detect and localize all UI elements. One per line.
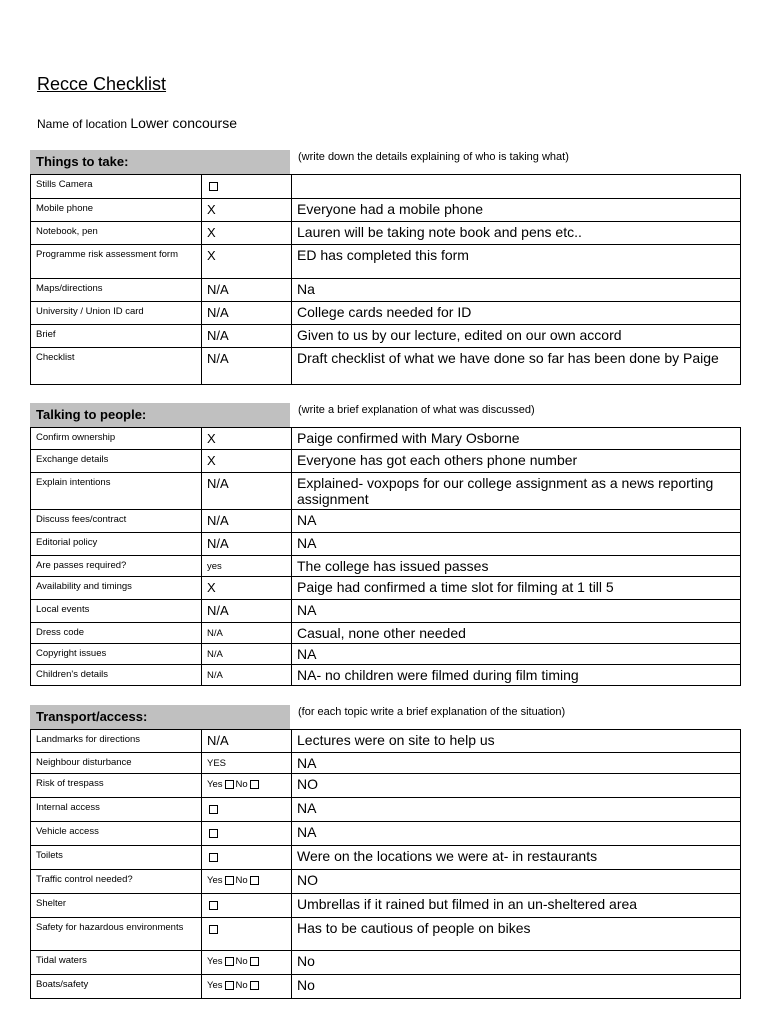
- section-title: Talking to people:: [30, 403, 290, 427]
- location-line: [37, 115, 237, 131]
- mark-cell: [202, 846, 292, 870]
- item-label: Boats/safety: [31, 975, 202, 999]
- detail-cell: Lectures were on site to help us: [292, 730, 741, 753]
- checkbox-icon[interactable]: [225, 876, 234, 885]
- checkbox-icon[interactable]: [209, 182, 218, 191]
- detail-cell: The college has issued passes: [292, 556, 741, 577]
- item-label: Internal access: [31, 798, 202, 822]
- checkbox-icon[interactable]: [225, 957, 234, 966]
- section-note: (for each topic write a brief explanation of the situation): [298, 706, 566, 718]
- checkbox-icon[interactable]: [225, 780, 234, 789]
- table-row: [31, 730, 741, 753]
- mark-cell: N/A: [202, 600, 292, 623]
- detail-cell: Paige had confirmed a time slot for filming at 1 till 5: [292, 577, 741, 600]
- mark-cell: [202, 175, 292, 199]
- table-row: [31, 199, 741, 222]
- detail-cell: ED has completed this form: [292, 245, 741, 279]
- yes-no-cell: [202, 774, 292, 798]
- item-label: Availability and timings: [31, 577, 202, 600]
- item-label: Explain intentions: [31, 473, 202, 510]
- checkbox-icon[interactable]: [209, 829, 218, 838]
- yes-label: Yes: [207, 956, 223, 967]
- mark-cell: X: [202, 577, 292, 600]
- item-label: Discuss fees/contract: [31, 510, 202, 533]
- table-row: [31, 644, 741, 665]
- table-row: [31, 245, 741, 279]
- detail-cell: Umbrellas if it rained but filmed in an un-sheltered area: [292, 894, 741, 918]
- table-row: [31, 533, 741, 556]
- checkbox-icon[interactable]: [250, 957, 259, 966]
- detail-cell: Na: [292, 279, 741, 302]
- detail-cell: Everyone has got each others phone number: [292, 450, 741, 473]
- checkbox-icon[interactable]: [250, 981, 259, 990]
- mark-cell: N/A: [202, 279, 292, 302]
- section-title: Things to take:: [30, 150, 290, 174]
- mark-cell: [202, 798, 292, 822]
- yes-no-cell: [202, 870, 292, 894]
- mark-cell: X: [202, 428, 292, 450]
- detail-cell: Paige confirmed with Mary Osborne: [292, 428, 741, 450]
- talking-table: [30, 427, 741, 686]
- table-row: [31, 753, 741, 774]
- table-row: [31, 846, 741, 870]
- table-row: [31, 623, 741, 644]
- item-label: Brief: [31, 325, 202, 348]
- yes-label: Yes: [207, 779, 223, 790]
- detail-cell: Given to us by our lecture, edited on our own accord: [292, 325, 741, 348]
- item-label: Neighbour disturbance: [31, 753, 202, 774]
- item-label: Toilets: [31, 846, 202, 870]
- item-label: Checklist: [31, 348, 202, 385]
- detail-cell: Has to be cautious of people on bikes: [292, 918, 741, 951]
- detail-cell: Everyone had a mobile phone: [292, 199, 741, 222]
- detail-cell: NO: [292, 870, 741, 894]
- item-label: Stills Camera: [31, 175, 202, 199]
- table-row: [31, 665, 741, 686]
- item-label: Risk of trespass: [31, 774, 202, 798]
- detail-cell: Casual, none other needed: [292, 623, 741, 644]
- mark-cell: X: [202, 245, 292, 279]
- table-row: [31, 279, 741, 302]
- item-label: Confirm ownership: [31, 428, 202, 450]
- detail-cell: NA: [292, 822, 741, 846]
- checkbox-icon[interactable]: [225, 981, 234, 990]
- table-row: [31, 302, 741, 325]
- table-row: [31, 894, 741, 918]
- detail-cell: No: [292, 951, 741, 975]
- no-label: No: [235, 875, 248, 886]
- table-row: [31, 175, 741, 199]
- detail-cell: Explained- voxpops for our college assignment as a news reporting assignment: [292, 473, 741, 510]
- section-title: Transport/access:: [30, 705, 290, 729]
- mark-cell: N/A: [202, 510, 292, 533]
- mark-cell: N/A: [202, 644, 292, 665]
- checkbox-icon[interactable]: [250, 876, 259, 885]
- detail-cell: NA: [292, 644, 741, 665]
- mark-cell: X: [202, 199, 292, 222]
- mark-cell: N/A: [202, 348, 292, 385]
- yes-label: Yes: [207, 980, 223, 991]
- no-label: No: [235, 980, 248, 991]
- item-label: Maps/directions: [31, 279, 202, 302]
- item-label: Shelter: [31, 894, 202, 918]
- table-row: [31, 348, 741, 385]
- table-row: [31, 222, 741, 245]
- checkbox-icon[interactable]: [250, 780, 259, 789]
- item-label: Copyright issues: [31, 644, 202, 665]
- table-row: [31, 918, 741, 951]
- mark-cell: N/A: [202, 665, 292, 686]
- detail-cell: NA: [292, 600, 741, 623]
- item-label: University / Union ID card: [31, 302, 202, 325]
- detail-cell: NA- no children were filmed during film timing: [292, 665, 741, 686]
- mark-cell: N/A: [202, 325, 292, 348]
- item-label: Safety for hazardous environments: [31, 918, 202, 951]
- item-label: Are passes required?: [31, 556, 202, 577]
- mark-cell: N/A: [202, 533, 292, 556]
- yes-no-cell: [202, 951, 292, 975]
- table-row: [31, 951, 741, 975]
- table-row: [31, 870, 741, 894]
- table-row: [31, 325, 741, 348]
- section-things-to-take: [30, 150, 741, 385]
- table-row: [31, 450, 741, 473]
- mark-cell: [202, 822, 292, 846]
- table-row: [31, 428, 741, 450]
- mark-cell: YES: [202, 753, 292, 774]
- checkbox-icon[interactable]: [209, 853, 218, 862]
- detail-cell: No: [292, 975, 741, 999]
- table-row: [31, 822, 741, 846]
- transport-table: [30, 729, 741, 999]
- mark-cell: [202, 894, 292, 918]
- mark-cell: yes: [202, 556, 292, 577]
- mark-cell: N/A: [202, 473, 292, 510]
- yes-label: Yes: [207, 875, 223, 886]
- detail-cell: NA: [292, 510, 741, 533]
- detail-cell: NA: [292, 798, 741, 822]
- section-talking-to-people: [30, 403, 741, 686]
- no-label: No: [235, 779, 248, 790]
- item-label: Dress code: [31, 623, 202, 644]
- detail-cell: Were on the locations we were at- in restaurants: [292, 846, 741, 870]
- table-row: [31, 473, 741, 510]
- table-row: [31, 510, 741, 533]
- table-row: [31, 556, 741, 577]
- item-label: Vehicle access: [31, 822, 202, 846]
- mark-cell: X: [202, 450, 292, 473]
- item-label: Notebook, pen: [31, 222, 202, 245]
- detail-cell: NA: [292, 753, 741, 774]
- mark-cell: N/A: [202, 302, 292, 325]
- table-row: [31, 975, 741, 999]
- yes-no-cell: [202, 975, 292, 999]
- section-note: (write a brief explanation of what was discussed): [298, 404, 535, 416]
- detail-cell: NA: [292, 533, 741, 556]
- section-note: (write down the details explaining of who is taking what): [298, 151, 569, 163]
- section-transport-access: [30, 705, 741, 999]
- things-table: [30, 174, 741, 385]
- item-label: Programme risk assessment form: [31, 245, 202, 279]
- table-row: [31, 577, 741, 600]
- page-title: Recce Checklist: [37, 74, 167, 94]
- checkbox-icon[interactable]: [209, 925, 218, 934]
- mark-cell: N/A: [202, 730, 292, 753]
- no-label: No: [235, 956, 248, 967]
- detail-cell: College cards needed for ID: [292, 302, 741, 325]
- table-row: [31, 798, 741, 822]
- item-label: Local events: [31, 600, 202, 623]
- location-label: Name of location: [37, 117, 128, 131]
- detail-cell: Lauren will be taking note book and pens etc..: [292, 222, 741, 245]
- mark-cell: [202, 918, 292, 951]
- checkbox-icon[interactable]: [209, 805, 218, 814]
- item-label: Editorial policy: [31, 533, 202, 556]
- table-row: [31, 774, 741, 798]
- detail-cell: NO: [292, 774, 741, 798]
- detail-cell: [292, 175, 741, 199]
- item-label: Children's details: [31, 665, 202, 686]
- item-label: Mobile phone: [31, 199, 202, 222]
- checkbox-icon[interactable]: [209, 901, 218, 910]
- item-label: Exchange details: [31, 450, 202, 473]
- item-label: Traffic control needed?: [31, 870, 202, 894]
- mark-cell: X: [202, 222, 292, 245]
- table-row: [31, 600, 741, 623]
- mark-cell: N/A: [202, 623, 292, 644]
- detail-cell: Draft checklist of what we have done so far has been done by Paige: [292, 348, 741, 385]
- item-label: Landmarks for directions: [31, 730, 202, 753]
- location-value: Lower concourse: [130, 115, 238, 131]
- item-label: Tidal waters: [31, 951, 202, 975]
